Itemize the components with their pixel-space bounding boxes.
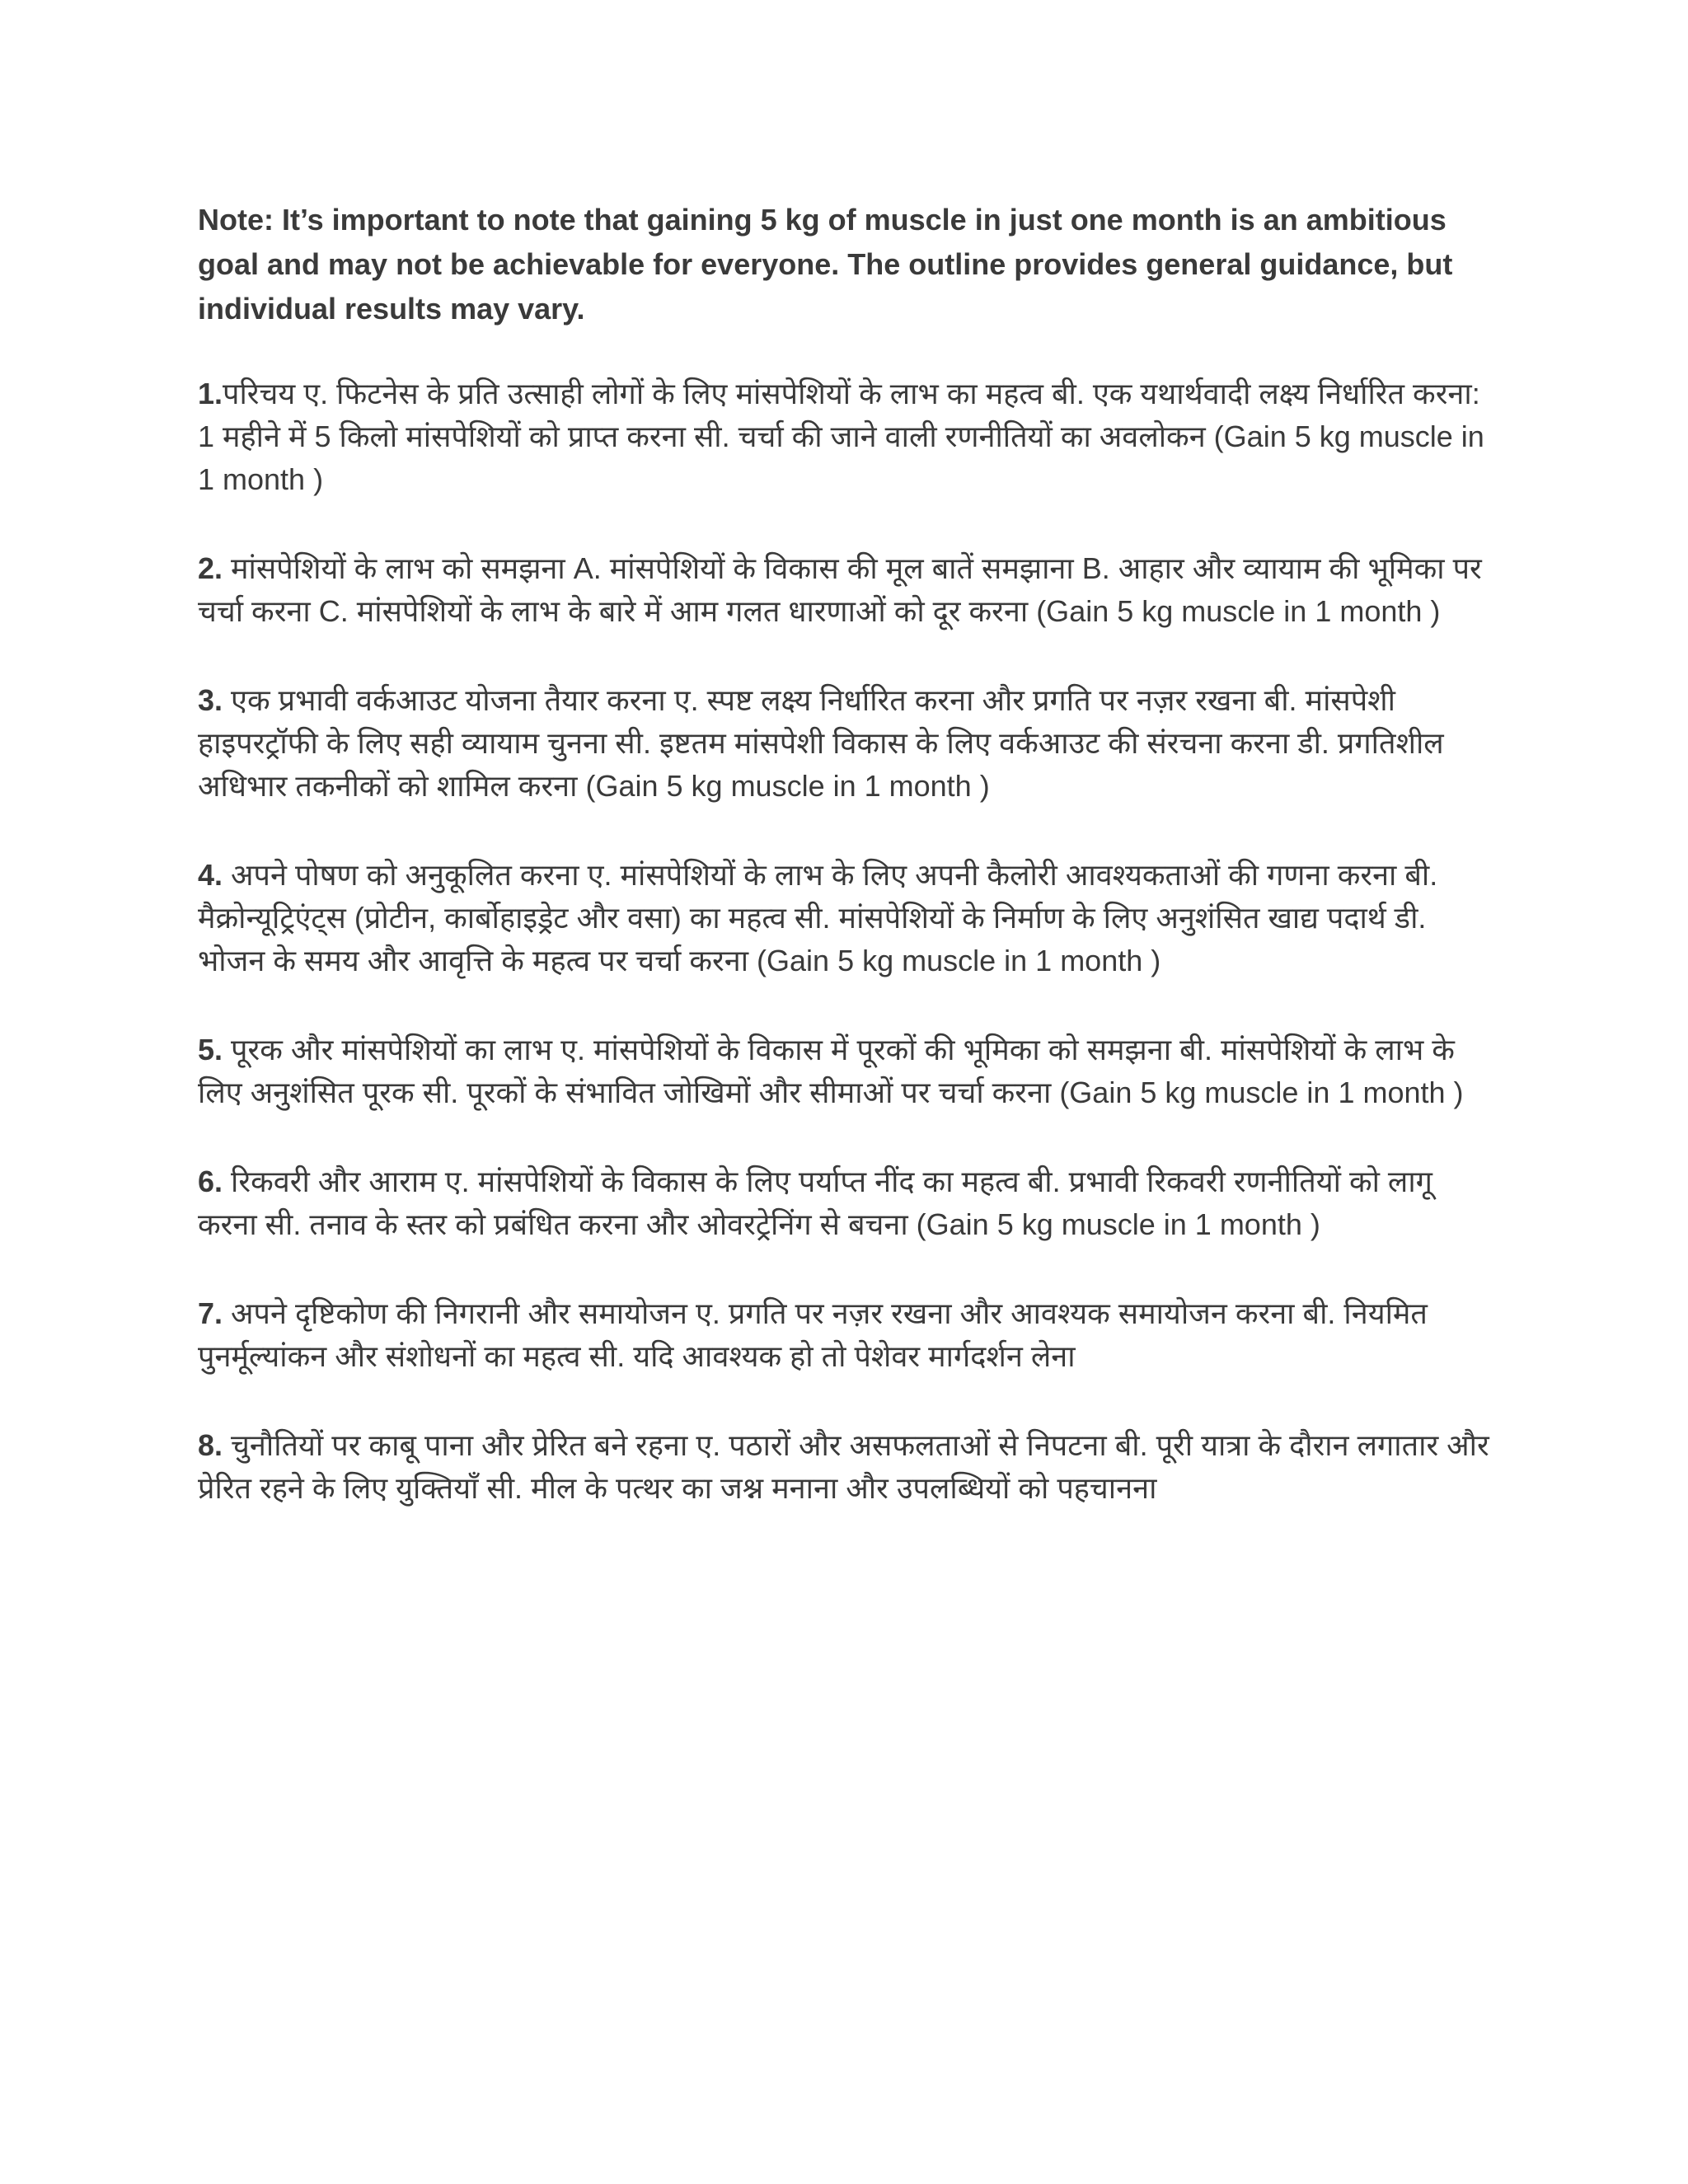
item-number: 1. (198, 377, 223, 410)
item-text: चुनौतियों पर काबू पाना और प्रेरित बने रहना ए. पठारों और असफलताओं से निपटना बी. पूरी यात्रा के दौरान लगातार और प्रेरित रहने के लिए युक्तियाँ सी. मील के पत्थर का जश्न मनाना और उपलब्धियों को पहचानना (198, 1428, 1489, 1505)
item-number: 8. (198, 1428, 223, 1462)
item-number: 2. (198, 551, 223, 585)
outline-item-8 (198, 1424, 1492, 1510)
document-page (198, 198, 1492, 1556)
outline-item-3 (198, 679, 1492, 808)
item-number: 6. (198, 1165, 223, 1198)
item-number: 5. (198, 1033, 223, 1066)
item-text: मांसपेशियों के लाभ को समझना A. मांसपेशियों के विकास की मूल बातें समझाना B. आहार और व्यायाम की भूमिका पर चर्चा करना C. मांसपेशियों के लाभ के बारे में आम गलत धारणाओं को दूर करना (Gain 5 kg muscle in 1 month ) (198, 551, 1482, 628)
item-text: अपने पोषण को अनुकूलित करना ए. मांसपेशियों के लाभ के लिए अपनी कैलोरी आवश्यकताओं की गणना करना बी. मैक्रोन्यूट्रिएंट्स (प्रोटीन, कार्बोहाइड्रेट और वसा) का महत्व सी. मांसपेशियों के निर्माण के लिए अनुशंसित खाद्य पदार्थ डी. भोजन के समय और आवृत्ति के महत्व पर चर्चा करना (Gain 5 kg muscle in 1 month ) (198, 858, 1438, 977)
outline-item-5 (198, 1029, 1492, 1114)
item-text: एक प्रभावी वर्कआउट योजना तैयार करना ए. स्पष्ट लक्ष्य निर्धारित करना और प्रगति पर नज़र रखना बी. मांसपेशी हाइपरट्रॉफी के लिए सही व्यायाम चुनना सी. इष्टतम मांसपेशी विकास के लिए वर्कआउट की संरचना करना डी. प्रगतिशील अधिभार तकनीकों को शामिल करना (Gain 5 kg muscle in 1 month ) (198, 683, 1444, 803)
outline-item-6 (198, 1160, 1492, 1246)
disclaimer-note: Note: It’s important to note that gaining 5 kg of muscle in just one month is an ambitious goal and may not be achievable for everyone. The outline provides general guidance, but individual results may vary. (198, 203, 1453, 326)
item-text: अपने दृष्टिकोण की निगरानी और समायोजन ए. प्रगति पर नज़र रखना और आवश्यक समायोजन करना बी. नियमित पुनर्मूल्यांकन और संशोधनों का महत्व सी. यदि आवश्यक हो तो पेशेवर मार्गदर्शन लेना (198, 1296, 1428, 1373)
item-text: पूरक और मांसपेशियों का लाभ ए. मांसपेशियों के विकास में पूरकों की भूमिका को समझना बी. मांसपेशियों के लाभ के लिए अनुशंसित पूरक सी. पूरकों के संभावित जोखिमों और सीमाओं पर चर्चा करना (Gain 5 kg muscle in 1 month ) (198, 1033, 1464, 1109)
item-text: रिकवरी और आराम ए. मांसपेशियों के विकास के लिए पर्याप्त नींद का महत्व बी. प्रभावी रिकवरी रणनीतियों को लागू करना सी. तनाव के स्तर को प्रबंधित करना और ओवरट्रेनिंग से बचना (Gain 5 kg muscle in 1 month ) (198, 1165, 1432, 1241)
outline-item-1 (198, 373, 1492, 501)
item-number: 3. (198, 683, 223, 717)
item-text: परिचय ए. फिटनेस के प्रति उत्साही लोगों के लिए मांसपेशियों के लाभ का महत्व बी. एक यथार्थवादी लक्ष्य निर्धारित करना: 1 महीने में 5 किलो मांसपेशियों को प्राप्त करना सी. चर्चा की जाने वाली रणनीतियों का अवलोकन (Gain 5 kg muscle in 1 month ) (198, 377, 1484, 496)
item-number: 4. (198, 858, 223, 892)
item-number: 7. (198, 1296, 223, 1330)
outline-item-7 (198, 1292, 1492, 1378)
outline-item-2 (198, 547, 1492, 633)
outline-item-4 (198, 854, 1492, 982)
